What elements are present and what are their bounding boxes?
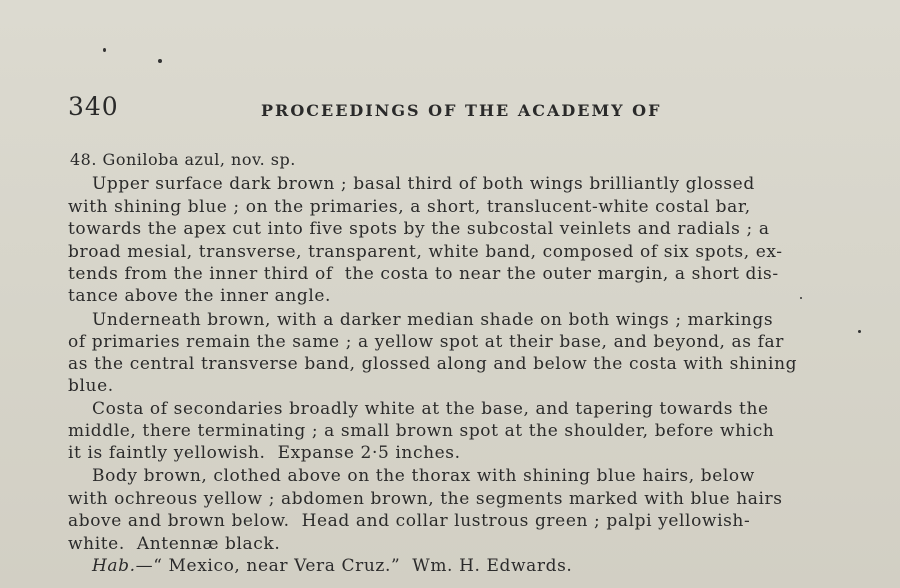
text-line: Costa of secondaries broadly white at the base, and tapering towards the [92,399,769,419]
habitat-line [92,556,572,576]
text-line: tance above the inner angle. [68,286,332,306]
text-line: blue. [68,376,114,396]
text-line: with shining blue ; on the primaries, a short, translucent-white costal bar, [68,197,751,217]
text-line: tends from the inner third of the costa to near the outer margin, a short dis- [68,264,779,284]
text-line: Upper surface dark brown ; basal third of both wings brilliantly glossed [92,174,755,194]
ink-speck [858,330,861,333]
habitat-text: —“ Mexico, near Vera Cruz.” Wm. H. Edwards. [135,556,573,576]
running-head: PROCEEDINGS OF THE ACADEMY OF [261,101,662,120]
habitat-label: Hab. [92,556,136,576]
text-line: Body brown, clothed above on the thorax with shining blue hairs, below [92,466,755,486]
text-line: Underneath brown, with a darker median shade on both wings ; markings [92,310,774,330]
text-line: as the central transverse band, glossed along and below the costa with shining [68,354,798,374]
text-line: with ochreous yellow ; abdomen brown, the segments marked with blue hairs [68,489,783,509]
ink-speck [800,297,802,299]
ink-speck [103,48,106,52]
text-line: middle, there terminating ; a small brown spot at the shoulder, before which [68,421,775,441]
ink-speck [158,59,162,63]
text-line: towards the apex cut into five spots by the subcostal veinlets and radials ; a [68,219,770,239]
text-line: it is faintly yellowish. Expanse 2·5 inches. [68,443,461,463]
text-line: above and brown below. Head and collar lustrous green ; palpi yellowish- [68,511,751,531]
text-line: broad mesial, transverse, transparent, white band, composed of six spots, ex- [68,242,783,262]
page-number: 340 [68,92,119,121]
species-heading: 48. Goniloba azul, nov. sp. [70,150,296,169]
text-line: white. Antennæ black. [68,534,281,554]
text-line: of primaries remain the same ; a yellow spot at their base, and beyond, as far [68,332,784,352]
